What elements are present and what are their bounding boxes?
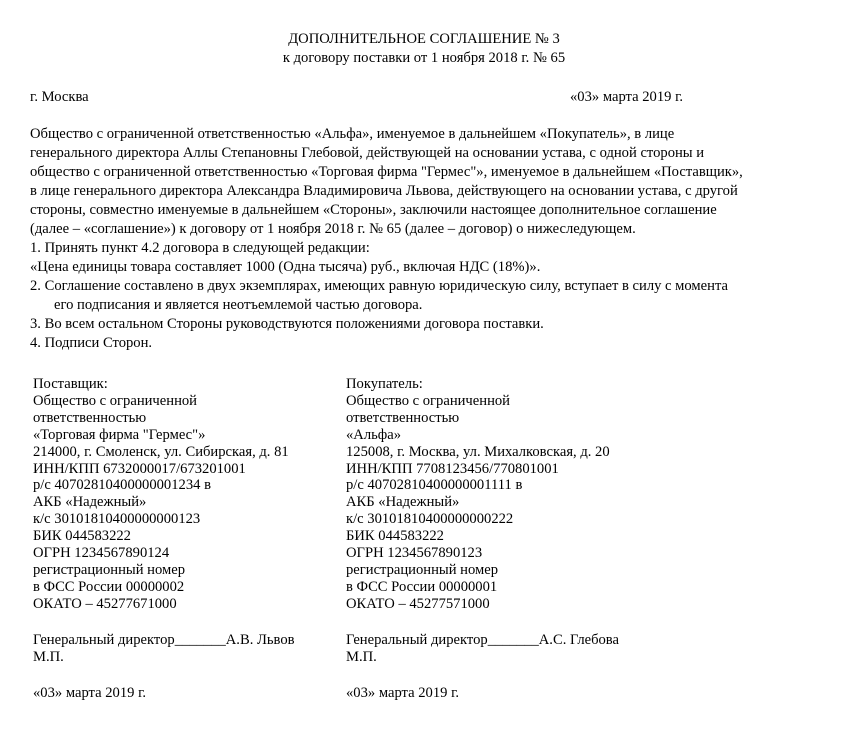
- supplier-name-line: Общество с ограниченной: [33, 392, 197, 409]
- buyer-role-label: Покупатель:: [346, 376, 423, 392]
- document-subtitle: к договору поставки от 1 ноября 2018 г. № 65: [282, 50, 566, 66]
- supplier-sign-date: «03» марта 2019 г.: [33, 684, 147, 701]
- buyer-bank: АКБ «Надежный»: [346, 494, 460, 511]
- supplier-details: [33, 376, 333, 701]
- preamble-line: Общество с ограниченной ответственностью «Альфа», именуемое в дальнейшем «Покупатель», в лице: [30, 126, 675, 142]
- supplier-stamp-mark: М.П.: [33, 648, 64, 665]
- buyer-address: 125008, г. Москва, ул. Михалковская, д. 20: [346, 443, 610, 460]
- preamble-line: (далее – «соглашение») к договору от 1 ноября 2018 г. № 65 (далее – договор) о нижеследующем.: [30, 221, 636, 237]
- supplier-address: 214000, г. Смоленск, ул. Сибирская, д. 81: [33, 443, 289, 460]
- supplier-signature-line: Генеральный директор_______А.В. Львов: [33, 631, 295, 648]
- preamble-line: генерального директора Аллы Степановны Глебовой, действующей на основании устава, с одной стороны и: [30, 145, 705, 161]
- buyer-account: р/с 40702810400000001111 в: [346, 477, 523, 494]
- clause-1-quote: «Цена единицы товара составляет 1000 (Одна тысяча) руб., включая НДС (18%)».: [30, 259, 541, 275]
- supplier-fss-label: регистрационный номер: [33, 561, 186, 578]
- place-of-signing: г. Москва: [30, 89, 89, 105]
- clause-2: 2. Соглашение составлено в двух экземплярах, имеющих равную юридическую силу, вступает в силу с момента: [30, 278, 728, 294]
- supplier-account: р/с 40702810400000001234 в: [33, 477, 211, 494]
- clause-3: 3. Во всем остальном Стороны руководствуются положениями договора поставки.: [30, 316, 544, 332]
- supplier-okato: ОКАТО – 45277671000: [33, 595, 177, 612]
- buyer-name-line: ответственностью: [346, 409, 460, 426]
- supplier-name-line: «Торговая фирма "Гермес"»: [33, 426, 206, 443]
- clause-4: 4. Подписи Сторон.: [30, 335, 153, 351]
- buyer-stamp-mark: М.П.: [346, 648, 377, 665]
- buyer-bik: БИК 044583222: [346, 528, 444, 545]
- supplier-fss-number: в ФСС России 00000002: [33, 578, 185, 595]
- buyer-name-line: Общество с ограниченной: [346, 392, 510, 409]
- buyer-fss-label: регистрационный номер: [346, 561, 499, 578]
- buyer-details: [346, 376, 646, 701]
- preamble-line: общество с ограниченной ответственностью «Торговая фирма "Гермес"», именуемое в дальнейшем «Поставщик»,: [30, 164, 743, 180]
- preamble-line: в лице генерального директора Александра Владимировича Львова, действующего на основании устава, с другой: [30, 183, 738, 199]
- buyer-signature-line: Генеральный директор_______А.С. Глебова: [346, 631, 619, 648]
- supplier-corr-account: к/с 30101810400000000123: [33, 511, 201, 528]
- supplier-ogrn: ОГРН 1234567890124: [33, 545, 170, 562]
- preamble-line: стороны, совместно именуемые в дальнейшем «Стороны», заключили настоящее дополнительное соглашение: [30, 202, 717, 218]
- document-heading: [0, 30, 848, 68]
- document-date: «03» марта 2019 г.: [570, 89, 684, 105]
- clause-1: 1. Принять пункт 4.2 договора в следующей редакции:: [30, 240, 370, 256]
- supplier-bank: АКБ «Надежный»: [33, 494, 147, 511]
- supplier-bik: БИК 044583222: [33, 528, 131, 545]
- supplier-role-label: Поставщик:: [33, 376, 108, 392]
- buyer-ogrn: ОГРН 1234567890123: [346, 545, 483, 562]
- buyer-inn-kpp: ИНН/КПП 7708123456/770801001: [346, 460, 559, 477]
- buyer-name-line: «Альфа»: [346, 426, 402, 443]
- document-title: ДОПОЛНИТЕЛЬНОЕ СОГЛАШЕНИЕ № 3: [288, 31, 560, 47]
- supplier-name-line: ответственностью: [33, 409, 147, 426]
- clause-2-continuation: его подписания и является неотъемлемой частью договора.: [54, 297, 423, 313]
- buyer-fss-number: в ФСС России 00000001: [346, 578, 498, 595]
- buyer-corr-account: к/с 30101810400000000222: [346, 511, 514, 528]
- buyer-sign-date: «03» марта 2019 г.: [346, 684, 460, 701]
- supplier-inn-kpp: ИНН/КПП 6732000017/673201001: [33, 460, 246, 477]
- buyer-okato: ОКАТО – 45277571000: [346, 595, 490, 612]
- agreement-body: [30, 125, 830, 353]
